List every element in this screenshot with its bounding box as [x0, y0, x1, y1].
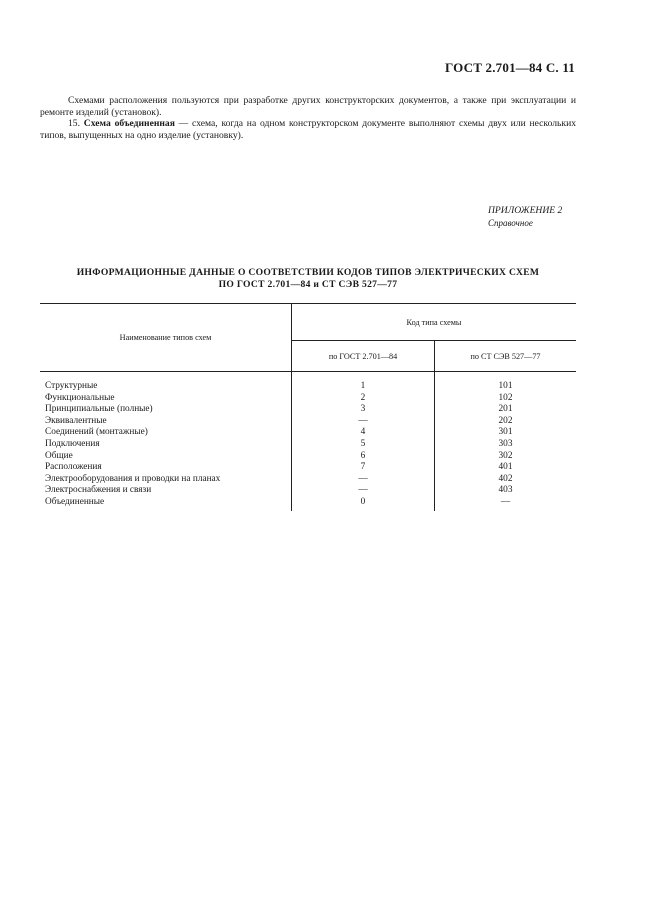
gost-code-cell: 2: [292, 393, 435, 405]
scheme-name-cell: Соединений (монтажные): [40, 427, 292, 439]
table-row: [40, 497, 576, 511]
sev-code-cell: —: [500, 496, 511, 507]
gost-code-cell: 0: [292, 497, 435, 511]
gost-code-cell: 3: [292, 404, 435, 416]
sev-code-cell: 201: [498, 404, 513, 415]
sev-code-cell: 301: [498, 427, 513, 438]
gost-code-cell: 5: [292, 439, 435, 451]
table-row: [40, 416, 576, 428]
table-row: [40, 404, 576, 416]
gost-code-cell: 4: [292, 427, 435, 439]
header-code-group: Код типа схемы: [292, 304, 577, 341]
appendix-label-block: [488, 205, 562, 229]
scheme-name-cell: Электроснабжения и связи: [40, 485, 292, 497]
gost-code-cell: 6: [292, 451, 435, 463]
table-title: [40, 267, 576, 291]
table-row: [40, 381, 576, 393]
scheme-name-cell: Функциональные: [40, 393, 292, 405]
sev-code-cell: 202: [498, 415, 513, 426]
appendix-label: ПРИЛОЖЕНИЕ 2: [488, 205, 563, 216]
table-row: [40, 451, 576, 463]
scheme-name-cell: Электрооборудования и проводки на планах: [40, 474, 292, 486]
sev-code-cell: 402: [498, 473, 513, 484]
sev-code-cell: 303: [498, 438, 513, 449]
scheme-name-cell: Объединенные: [40, 497, 292, 511]
table-row: [40, 393, 576, 405]
gost-code-cell: —: [292, 485, 435, 497]
gost-code-cell: 1: [292, 381, 435, 393]
sev-code-cell: 302: [498, 450, 513, 461]
gost-code-cell: —: [292, 474, 435, 486]
table-row: [40, 427, 576, 439]
item-number: 15.: [68, 118, 80, 129]
scheme-name-cell: Общие: [40, 451, 292, 463]
table-title-line-1: ИНФОРМАЦИОННЫЕ ДАННЫЕ О СООТВЕТСТВИИ КОДОВ ТИПОВ ЭЛЕКТРИЧЕСКИХ СХЕМ: [76, 267, 540, 278]
scheme-name-cell: Расположения: [40, 462, 292, 474]
page-header: ГОСТ 2.701—84 С. 11: [445, 60, 575, 75]
table-row: [40, 485, 576, 497]
term-definition: — схема, когда на одном конструкторском документе выполняют схемы двух или нескольких типов, выпущенных на одно изделие (установку).: [40, 118, 577, 141]
scheme-name-cell: Принципиальные (полные): [40, 404, 292, 416]
appendix-note: Справочное: [488, 218, 533, 228]
scheme-name-cell: Подключения: [40, 439, 292, 451]
sev-code-cell: 101: [498, 381, 513, 391]
paragraph-item-15: [40, 118, 576, 142]
term-combined-scheme: Схема объединенная: [83, 118, 175, 129]
scheme-name-cell: Структурные: [40, 381, 292, 393]
gost-code-cell: 7: [292, 462, 435, 474]
table-row: [40, 474, 576, 486]
table-title-line-2: ПО ГОСТ 2.701—84 и СТ СЭВ 527—77: [218, 279, 398, 290]
table-row: [40, 462, 576, 474]
sev-code-cell: 102: [498, 392, 513, 403]
header-sev: по СТ СЭВ 527—77: [435, 341, 577, 372]
header-gost: по ГОСТ 2.701—84: [292, 341, 435, 372]
sev-code-cell: 403: [498, 485, 513, 496]
scheme-name-cell: Эквивалентные: [40, 416, 292, 428]
gost-code-cell: —: [292, 416, 435, 428]
scheme-codes-table: [40, 303, 576, 511]
header-scheme-name: Наименование типов схем: [40, 304, 292, 372]
paragraph-layout-schemes: Схемами расположения пользуются при разработке других конструкторских документов, а также при эксплуатации и ремонте изделий (установок).: [40, 95, 576, 118]
table-row: [40, 439, 576, 451]
sev-code-cell: 401: [498, 462, 513, 473]
